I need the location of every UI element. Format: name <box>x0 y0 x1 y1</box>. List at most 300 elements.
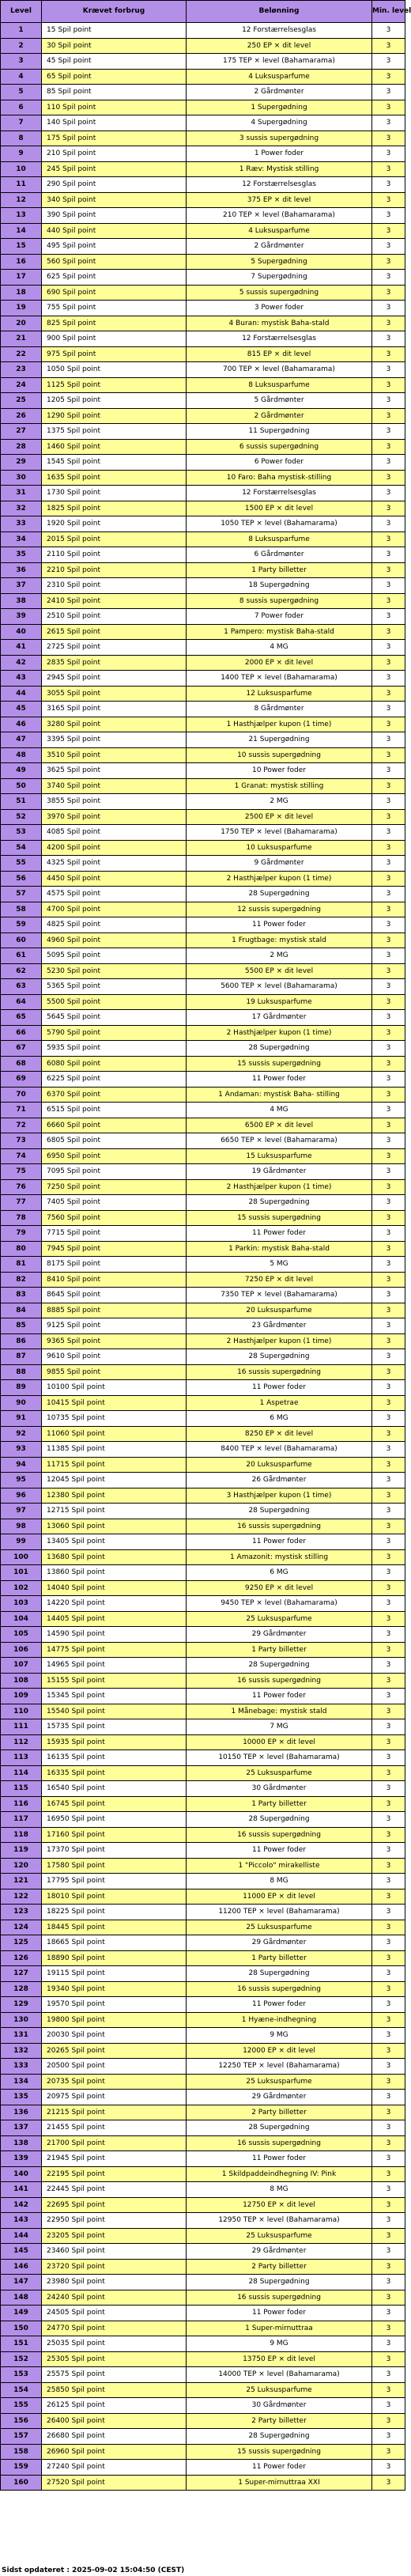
cell-min-level: 3 <box>372 1935 405 1951</box>
cell-reward: 10150 TEP × level (Bahamarama) <box>187 1750 372 1766</box>
cell-min-level: 3 <box>372 1504 405 1519</box>
cell-requirement: 2310 Spil point <box>42 578 187 594</box>
cell-requirement: 20500 Spil point <box>42 2059 187 2075</box>
cell-requirement: 24770 Spil point <box>42 2321 187 2336</box>
cell-level: 19 <box>1 301 42 316</box>
table-row <box>1 1658 405 1674</box>
cell-requirement: 25575 Spil point <box>42 2367 187 2383</box>
cell-level: 95 <box>1 1473 42 1488</box>
cell-reward: 20 Luksusparfume <box>187 1457 372 1473</box>
cell-min-level: 3 <box>372 2043 405 2059</box>
cell-reward: 1 Aspetrae <box>187 1395 372 1411</box>
cell-min-level: 3 <box>372 2306 405 2321</box>
table-row <box>1 917 405 933</box>
cell-reward: 21 Supergødning <box>187 732 372 748</box>
cell-reward: 815 EP × dit level <box>187 346 372 362</box>
cell-reward: 1500 EP × dit level <box>187 501 372 516</box>
cell-requirement: 5230 Spil point <box>42 963 187 979</box>
cell-level: 151 <box>1 2336 42 2352</box>
table-row <box>1 1133 405 1149</box>
cell-level: 99 <box>1 1534 42 1550</box>
cell-level: 145 <box>1 2244 42 2260</box>
cell-reward: 14000 TEP × level (Bahamarama) <box>187 2367 372 2383</box>
cell-min-level: 3 <box>372 794 405 810</box>
cell-level: 123 <box>1 1905 42 1920</box>
cell-reward: 15 sussis supergødning <box>187 1056 372 1072</box>
cell-reward: 3 Power foder <box>187 301 372 316</box>
table-row <box>1 2275 405 2290</box>
cell-min-level: 3 <box>372 1565 405 1581</box>
cell-requirement: 18665 Spil point <box>42 1935 187 1951</box>
table-row <box>1 1164 405 1180</box>
table-row <box>1 85 405 100</box>
cell-requirement: 24505 Spil point <box>42 2306 187 2321</box>
cell-level: 110 <box>1 1704 42 1719</box>
cell-requirement: 1205 Spil point <box>42 393 187 409</box>
cell-reward: 8 Luksusparfume <box>187 531 372 547</box>
cell-level: 120 <box>1 1858 42 1874</box>
cell-level: 18 <box>1 285 42 301</box>
cell-min-level: 3 <box>372 2259 405 2275</box>
table-row <box>1 640 405 656</box>
table-row <box>1 2213 405 2229</box>
cell-min-level: 3 <box>372 424 405 440</box>
cell-min-level: 3 <box>372 1689 405 1704</box>
table-row <box>1 2074 405 2090</box>
cell-reward: 16 sussis supergødning <box>187 1364 372 1380</box>
cell-level: 77 <box>1 1195 42 1211</box>
cell-requirement: 21700 Spil point <box>42 2135 187 2151</box>
cell-level: 59 <box>1 917 42 933</box>
cell-reward: 8 sussis supergødning <box>187 593 372 609</box>
cell-requirement: 7715 Spil point <box>42 1226 187 1242</box>
cell-reward: 28 Supergødning <box>187 1966 372 1982</box>
cell-reward: 1 Power foder <box>187 146 372 162</box>
cell-requirement: 65 Spil point <box>42 69 187 85</box>
cell-min-level: 3 <box>372 2105 405 2120</box>
cell-min-level: 3 <box>372 994 405 1010</box>
table-row <box>1 2028 405 2044</box>
cell-requirement: 900 Spil point <box>42 331 187 347</box>
cell-min-level: 3 <box>372 1812 405 1828</box>
cell-min-level: 3 <box>372 2090 405 2105</box>
cell-level: 11 <box>1 177 42 193</box>
cell-level: 147 <box>1 2275 42 2290</box>
cell-min-level: 3 <box>372 778 405 794</box>
cell-requirement: 3395 Spil point <box>42 732 187 748</box>
cell-reward: 12 Forstærrelsesglas <box>187 177 372 193</box>
cell-level: 41 <box>1 640 42 656</box>
cell-reward: 23 Gårdmønter <box>187 1318 372 1334</box>
cell-reward: 8 MG <box>187 2182 372 2198</box>
cell-reward: 5600 TEP × level (Bahamarama) <box>187 979 372 995</box>
cell-level: 93 <box>1 1442 42 1458</box>
cell-level: 74 <box>1 1148 42 1164</box>
cell-min-level: 3 <box>372 1010 405 1026</box>
cell-requirement: 26400 Spil point <box>42 2413 187 2429</box>
table-row <box>1 2043 405 2059</box>
table-row <box>1 2151 405 2167</box>
table-row <box>1 2090 405 2105</box>
cell-reward: 9 MG <box>187 2336 372 2352</box>
cell-level: 157 <box>1 2429 42 2445</box>
cell-reward: 25 Luksusparfume <box>187 1920 372 1935</box>
cell-reward: 1 Supergødning <box>187 100 372 115</box>
table-row <box>1 2059 405 2075</box>
cell-min-level: 3 <box>372 85 405 100</box>
table-row <box>1 1920 405 1935</box>
cell-requirement: 23460 Spil point <box>42 2244 187 2260</box>
cell-min-level: 3 <box>372 1534 405 1550</box>
cell-requirement: 15 Spil point <box>42 23 187 39</box>
cell-reward: 11 Power foder <box>187 917 372 933</box>
cell-min-level: 3 <box>372 2166 405 2182</box>
cell-requirement: 1125 Spil point <box>42 377 187 393</box>
cell-reward: 4 MG <box>187 1103 372 1118</box>
cell-min-level: 3 <box>372 2382 405 2398</box>
table-row <box>1 2367 405 2383</box>
cell-min-level: 3 <box>372 2398 405 2414</box>
cell-reward: 12 Forstærrelsesglas <box>187 486 372 501</box>
cell-level: 141 <box>1 2182 42 2198</box>
table-row <box>1 2321 405 2336</box>
table-row <box>1 1642 405 1658</box>
table-row <box>1 1719 405 1735</box>
cell-requirement: 1920 Spil point <box>42 516 187 532</box>
cell-requirement: 245 Spil point <box>42 161 187 177</box>
table-row <box>1 177 405 193</box>
table-row <box>1 455 405 471</box>
cell-requirement: 3055 Spil point <box>42 686 187 702</box>
cell-min-level: 3 <box>372 747 405 763</box>
table-row <box>1 1765 405 1781</box>
cell-min-level: 3 <box>372 578 405 594</box>
cell-min-level: 3 <box>372 1920 405 1935</box>
cell-min-level: 3 <box>372 1627 405 1643</box>
last-updated: Sidst opdateret : 2025-09-02 15:04:50 (CEST) <box>2 2567 185 2574</box>
cell-min-level: 3 <box>372 1349 405 1365</box>
cell-requirement: 15935 Spil point <box>42 1734 187 1750</box>
cell-level: 4 <box>1 69 42 85</box>
cell-level: 115 <box>1 1781 42 1797</box>
cell-requirement: 1460 Spil point <box>42 439 187 455</box>
cell-requirement: 7250 Spil point <box>42 1179 187 1195</box>
cell-level: 153 <box>1 2367 42 2383</box>
table-row <box>1 1118 405 1133</box>
cell-min-level: 3 <box>372 562 405 578</box>
cell-requirement: 13860 Spil point <box>42 1565 187 1581</box>
cell-reward: 2 Party billetter <box>187 2259 372 2275</box>
cell-min-level: 3 <box>372 1364 405 1380</box>
cell-level: 144 <box>1 2228 42 2244</box>
cell-reward: 29 Gårdmønter <box>187 2244 372 2260</box>
cell-requirement: 755 Spil point <box>42 301 187 316</box>
cell-level: 80 <box>1 1241 42 1257</box>
cell-requirement: 4960 Spil point <box>42 932 187 948</box>
cell-min-level: 3 <box>372 2182 405 2198</box>
cell-min-level: 3 <box>372 1395 405 1411</box>
cell-level: 13 <box>1 208 42 224</box>
table-row <box>1 2290 405 2306</box>
cell-min-level: 3 <box>372 1765 405 1781</box>
cell-reward: 30 Gårdmønter <box>187 2398 372 2414</box>
cell-reward: 12 Forstærrelsesglas <box>187 23 372 39</box>
cell-requirement: 21215 Spil point <box>42 2105 187 2120</box>
cell-level: 1 <box>1 23 42 39</box>
cell-min-level: 3 <box>372 100 405 115</box>
table-row <box>1 1010 405 1026</box>
table-row <box>1 1734 405 1750</box>
cell-min-level: 3 <box>372 1288 405 1303</box>
cell-level: 46 <box>1 717 42 732</box>
cell-level: 10 <box>1 161 42 177</box>
cell-level: 9 <box>1 146 42 162</box>
cell-requirement: 23980 Spil point <box>42 2275 187 2290</box>
cell-level: 133 <box>1 2059 42 2075</box>
cell-reward: 2 MG <box>187 794 372 810</box>
cell-requirement: 1825 Spil point <box>42 501 187 516</box>
cell-level: 21 <box>1 331 42 347</box>
cell-requirement: 13060 Spil point <box>42 1519 187 1534</box>
table-row <box>1 1781 405 1797</box>
cell-level: 82 <box>1 1272 42 1288</box>
cell-requirement: 30 Spil point <box>42 38 187 54</box>
cell-level: 124 <box>1 1920 42 1935</box>
cell-min-level: 3 <box>372 192 405 208</box>
cell-requirement: 14405 Spil point <box>42 1611 187 1627</box>
header-min-level: Min. level <box>372 1 405 23</box>
cell-level: 105 <box>1 1627 42 1643</box>
table-row <box>1 2259 405 2275</box>
cell-level: 134 <box>1 2074 42 2090</box>
cell-reward: 13750 EP × dit level <box>187 2351 372 2367</box>
cell-requirement: 7095 Spil point <box>42 1164 187 1180</box>
cell-min-level: 3 <box>372 825 405 841</box>
header-row <box>1 1 405 23</box>
cell-requirement: 13680 Spil point <box>42 1549 187 1565</box>
cell-min-level: 3 <box>372 146 405 162</box>
table-row <box>1 192 405 208</box>
table-row <box>1 825 405 841</box>
cell-min-level: 3 <box>372 1734 405 1750</box>
cell-reward: 11 Supergødning <box>187 424 372 440</box>
cell-requirement: 85 Spil point <box>42 85 187 100</box>
cell-min-level: 3 <box>372 1519 405 1534</box>
cell-requirement: 175 Spil point <box>42 131 187 146</box>
table-row <box>1 1103 405 1118</box>
cell-requirement: 16540 Spil point <box>42 1781 187 1797</box>
cell-min-level: 3 <box>372 547 405 563</box>
table-row <box>1 1874 405 1889</box>
table-row <box>1 1333 405 1349</box>
table-row <box>1 1087 405 1103</box>
cell-requirement: 4325 Spil point <box>42 856 187 872</box>
cell-requirement: 6225 Spil point <box>42 1072 187 1088</box>
cell-level: 160 <box>1 2475 42 2491</box>
cell-reward: 11 Power foder <box>187 1534 372 1550</box>
cell-reward: 28 Supergødning <box>187 1658 372 1674</box>
cell-min-level: 3 <box>372 640 405 656</box>
table-row <box>1 346 405 362</box>
cell-reward: 3 sussis supergødning <box>187 131 372 146</box>
cell-reward: 25 Luksusparfume <box>187 2228 372 2244</box>
table-row <box>1 747 405 763</box>
table-row <box>1 1580 405 1596</box>
cell-min-level: 3 <box>372 2244 405 2260</box>
cell-reward: 2 Hasthjælper kupon (1 time) <box>187 871 372 887</box>
cell-min-level: 3 <box>372 1257 405 1273</box>
table-row <box>1 702 405 717</box>
cell-reward: 28 Supergødning <box>187 2275 372 2290</box>
table-row <box>1 1364 405 1380</box>
cell-min-level: 3 <box>372 301 405 316</box>
cell-reward: 4 Luksusparfume <box>187 69 372 85</box>
cell-reward: 28 Supergødning <box>187 887 372 902</box>
cell-requirement: 16950 Spil point <box>42 1812 187 1828</box>
cell-level: 152 <box>1 2351 42 2367</box>
cell-reward: 29 Gårdmønter <box>187 1627 372 1643</box>
table-row <box>1 2135 405 2151</box>
table-row <box>1 1395 405 1411</box>
cell-reward: 6 Power foder <box>187 455 372 471</box>
cell-reward: 19 Gårdmønter <box>187 1164 372 1180</box>
cell-requirement: 16745 Spil point <box>42 1796 187 1812</box>
cell-min-level: 3 <box>372 655 405 671</box>
cell-min-level: 3 <box>372 2444 405 2460</box>
cell-min-level: 3 <box>372 1596 405 1612</box>
cell-min-level: 3 <box>372 1133 405 1149</box>
cell-min-level: 3 <box>372 2012 405 2028</box>
cell-requirement: 14220 Spil point <box>42 1596 187 1612</box>
table-row <box>1 1148 405 1164</box>
cell-requirement: 3510 Spil point <box>42 747 187 763</box>
cell-requirement: 1050 Spil point <box>42 362 187 378</box>
cell-level: 52 <box>1 809 42 825</box>
table-row <box>1 2182 405 2198</box>
table-row <box>1 1488 405 1504</box>
cell-reward: 5 Gårdmønter <box>187 393 372 409</box>
cell-level: 112 <box>1 1734 42 1750</box>
cell-reward: 1 Hasthjælper kupon (1 time) <box>187 717 372 732</box>
cell-requirement: 3740 Spil point <box>42 778 187 794</box>
cell-level: 76 <box>1 1179 42 1195</box>
table-row <box>1 2105 405 2120</box>
cell-min-level: 3 <box>372 531 405 547</box>
cell-reward: 11 Power foder <box>187 1689 372 1704</box>
cell-requirement: 11385 Spil point <box>42 1442 187 1458</box>
cell-requirement: 20735 Spil point <box>42 2074 187 2090</box>
cell-reward: 2 Hasthjælper kupon (1 time) <box>187 1025 372 1041</box>
cell-level: 3 <box>1 54 42 70</box>
table-row <box>1 362 405 378</box>
cell-level: 72 <box>1 1118 42 1133</box>
cell-level: 62 <box>1 963 42 979</box>
cell-level: 100 <box>1 1549 42 1565</box>
table-row <box>1 1812 405 1828</box>
cell-level: 111 <box>1 1719 42 1735</box>
cell-requirement: 11715 Spil point <box>42 1457 187 1473</box>
cell-reward: 1 Party billetter <box>187 1950 372 1966</box>
cell-min-level: 3 <box>372 1611 405 1627</box>
cell-requirement: 14965 Spil point <box>42 1658 187 1674</box>
cell-requirement: 22695 Spil point <box>42 2197 187 2213</box>
cell-reward: 2 Party billetter <box>187 2105 372 2120</box>
table-row <box>1 763 405 779</box>
cell-min-level: 3 <box>372 702 405 717</box>
cell-min-level: 3 <box>372 763 405 779</box>
cell-level: 84 <box>1 1303 42 1318</box>
table-row <box>1 285 405 301</box>
cell-level: 117 <box>1 1812 42 1828</box>
cell-level: 16 <box>1 254 42 270</box>
cell-requirement: 14040 Spil point <box>42 1580 187 1596</box>
cell-level: 149 <box>1 2306 42 2321</box>
cell-reward: 1 Skildpaddeindhegning IV: Pink <box>187 2166 372 2182</box>
cell-requirement: 2945 Spil point <box>42 671 187 687</box>
cell-reward: 375 EP × dit level <box>187 192 372 208</box>
cell-min-level: 3 <box>372 1704 405 1719</box>
cell-level: 70 <box>1 1087 42 1103</box>
cell-level: 88 <box>1 1364 42 1380</box>
cell-reward: 2 Gårdmønter <box>187 85 372 100</box>
cell-requirement: 17370 Spil point <box>42 1843 187 1859</box>
cell-min-level: 3 <box>372 115 405 131</box>
cell-requirement: 1375 Spil point <box>42 424 187 440</box>
cell-reward: 210 TEP × level (Bahamarama) <box>187 208 372 224</box>
table-row <box>1 2197 405 2213</box>
cell-reward: 5 Supergødning <box>187 254 372 270</box>
cell-requirement: 12380 Spil point <box>42 1488 187 1504</box>
cell-requirement: 23720 Spil point <box>42 2259 187 2275</box>
table-row <box>1 1025 405 1041</box>
cell-min-level: 3 <box>372 1226 405 1242</box>
cell-requirement: 6660 Spil point <box>42 1118 187 1133</box>
cell-level: 127 <box>1 1966 42 1982</box>
cell-level: 142 <box>1 2197 42 2213</box>
table-row <box>1 2166 405 2182</box>
cell-level: 122 <box>1 1889 42 1905</box>
cell-requirement: 19570 Spil point <box>42 1997 187 2013</box>
table-row <box>1 2398 405 2414</box>
cell-reward: 29 Gårdmønter <box>187 2090 372 2105</box>
cell-min-level: 3 <box>372 1750 405 1766</box>
cell-min-level: 3 <box>372 254 405 270</box>
cell-level: 131 <box>1 2028 42 2044</box>
table-row <box>1 131 405 146</box>
cell-level: 36 <box>1 562 42 578</box>
cell-requirement: 9855 Spil point <box>42 1364 187 1380</box>
cell-min-level: 3 <box>372 671 405 687</box>
table-row <box>1 408 405 424</box>
cell-min-level: 3 <box>372 1580 405 1596</box>
cell-requirement: 3280 Spil point <box>42 717 187 732</box>
table-row <box>1 2244 405 2260</box>
cell-min-level: 3 <box>372 2275 405 2290</box>
cell-min-level: 3 <box>372 1658 405 1674</box>
cell-requirement: 26125 Spil point <box>42 2398 187 2414</box>
table-row <box>1 424 405 440</box>
table-row <box>1 1380 405 1396</box>
cell-level: 98 <box>1 1519 42 1534</box>
cell-reward: 28 Supergødning <box>187 1349 372 1365</box>
cell-level: 61 <box>1 948 42 964</box>
cell-reward: 12 Forstærrelsesglas <box>187 331 372 347</box>
table-row <box>1 1210 405 1226</box>
table-row <box>1 1796 405 1812</box>
cell-requirement: 6370 Spil point <box>42 1087 187 1103</box>
cell-requirement: 15155 Spil point <box>42 1673 187 1689</box>
cell-requirement: 21945 Spil point <box>42 2151 187 2167</box>
